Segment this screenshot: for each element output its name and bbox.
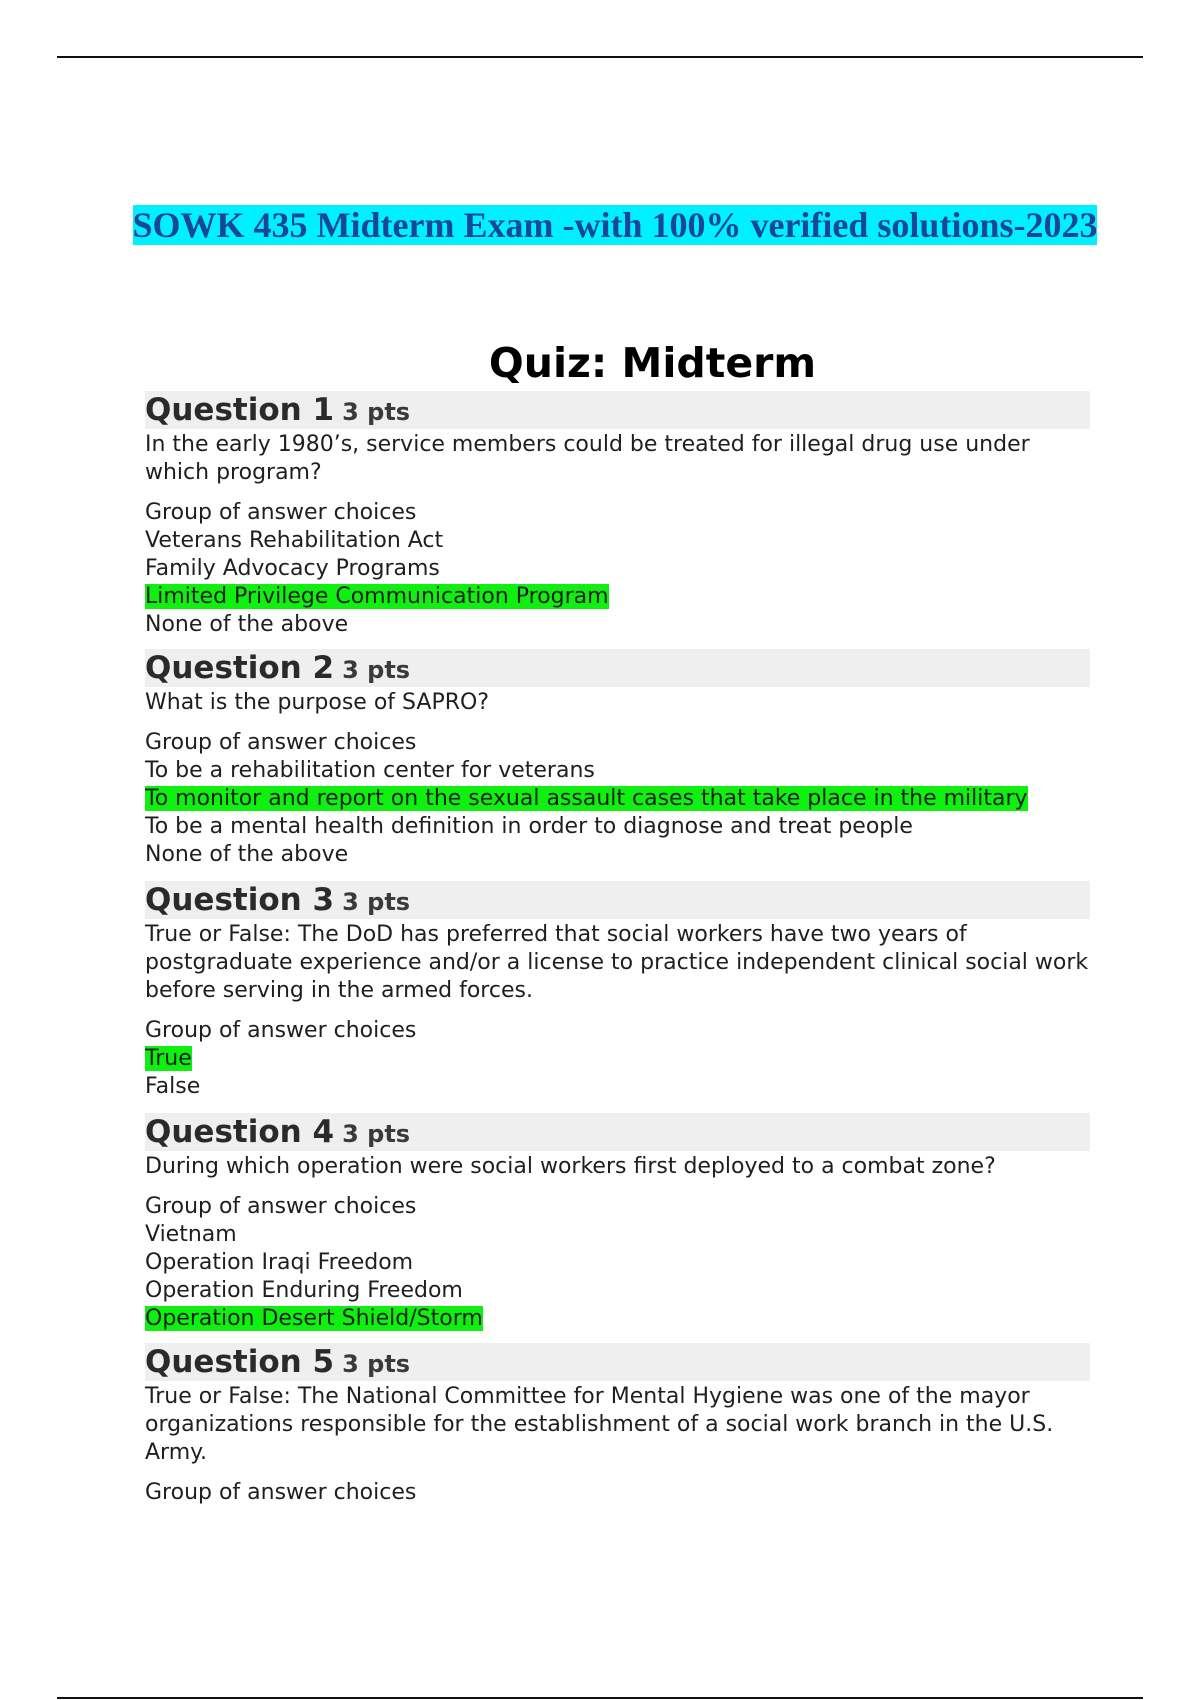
- answer-choice-correct: [145, 1045, 1090, 1073]
- question-text: True or False: The National Committee for Mental Hygiene was one of the mayor organizations responsible for the establishment of a social work branch in the U.S. Army.: [145, 1384, 1054, 1465]
- question-label: Question 1: [145, 392, 335, 428]
- question-header: [145, 1343, 1090, 1381]
- question-header: [145, 649, 1090, 687]
- question-points: 3 pts: [342, 1350, 411, 1378]
- question-points: 3 pts: [342, 398, 411, 426]
- question-text: What is the purpose of SAPRO?: [145, 690, 489, 715]
- question-block: [145, 649, 1090, 869]
- answer-choice-text: Veterans Rehabilitation Act: [145, 528, 444, 553]
- question-block: [145, 1343, 1090, 1507]
- question-text: During which operation were social workers first deployed to a combat zone?: [145, 1154, 996, 1179]
- answer-choice: [145, 555, 1090, 583]
- answer-choice-text: Family Advocacy Programs: [145, 556, 440, 581]
- answer-choice: [145, 611, 1090, 639]
- answer-choice-text: Operation Iraqi Freedom: [145, 1250, 414, 1275]
- questions-list: [145, 391, 1090, 1507]
- answer-choice-text: Limited Privilege Communication Program: [145, 584, 609, 609]
- question-block: [145, 391, 1090, 639]
- document-title-text: SOWK 435 Midterm Exam -with 100% verified solutions-2023: [132, 205, 1098, 245]
- question-header: [145, 1113, 1090, 1151]
- question-label: Question 3: [145, 882, 335, 918]
- answer-choice: [145, 841, 1090, 869]
- answer-choice-text: None of the above: [145, 612, 349, 637]
- answer-choice-correct: [145, 1305, 1090, 1333]
- answer-choice-text: True: [145, 1046, 192, 1071]
- question-label: Question 4: [145, 1114, 335, 1150]
- answer-choices-label: Group of answer choices: [145, 1018, 417, 1043]
- question-block: [145, 1113, 1090, 1333]
- quiz-title: Quiz: Midterm: [488, 339, 817, 387]
- answer-choice: [145, 813, 1090, 841]
- answer-choices-label: Group of answer choices: [145, 730, 417, 755]
- answer-choice-correct: [145, 785, 1090, 813]
- question-header: [145, 391, 1090, 429]
- question-block: [145, 881, 1090, 1101]
- question-text: In the early 1980’s, service members could be treated for illegal drug use under which program?: [145, 432, 1030, 485]
- document-title: [130, 204, 1100, 246]
- question-label: Question 5: [145, 1344, 335, 1380]
- question-points: 3 pts: [342, 888, 411, 916]
- answer-choice-text: Operation Desert Shield/Storm: [145, 1306, 483, 1331]
- answer-choices-label: Group of answer choices: [145, 1194, 417, 1219]
- answer-choice-text: False: [145, 1074, 201, 1099]
- answer-choice-text: To be a rehabilitation center for veterans: [145, 758, 595, 783]
- answer-choice: [145, 1277, 1090, 1305]
- answer-choice: [145, 1073, 1090, 1101]
- question-points: 3 pts: [342, 656, 411, 684]
- answer-choice: [145, 1221, 1090, 1249]
- answer-choices-label: Group of answer choices: [145, 1480, 417, 1505]
- answer-choice: [145, 757, 1090, 785]
- top-rule: [57, 56, 1143, 58]
- answer-choice-text: Operation Enduring Freedom: [145, 1278, 463, 1303]
- question-header: [145, 881, 1090, 919]
- answer-choice-text: To be a mental health definition in order to diagnose and treat people: [145, 814, 913, 839]
- question-text: True or False: The DoD has preferred that social workers have two years of postgraduate experience and/or a license to practice independent clinical social work before serving in the armed forces.: [145, 922, 1089, 1003]
- answer-choice: [145, 527, 1090, 555]
- answer-choice-text: Vietnam: [145, 1222, 237, 1247]
- answer-choices-label: Group of answer choices: [145, 500, 417, 525]
- question-label: Question 2: [145, 650, 335, 686]
- answer-choice-correct: [145, 583, 1090, 611]
- bottom-rule: [57, 1697, 1143, 1699]
- answer-choice-text: To monitor and report on the sexual assault cases that take place in the military: [145, 786, 1028, 811]
- answer-choice-text: None of the above: [145, 842, 349, 867]
- question-points: 3 pts: [342, 1120, 411, 1148]
- answer-choice: [145, 1249, 1090, 1277]
